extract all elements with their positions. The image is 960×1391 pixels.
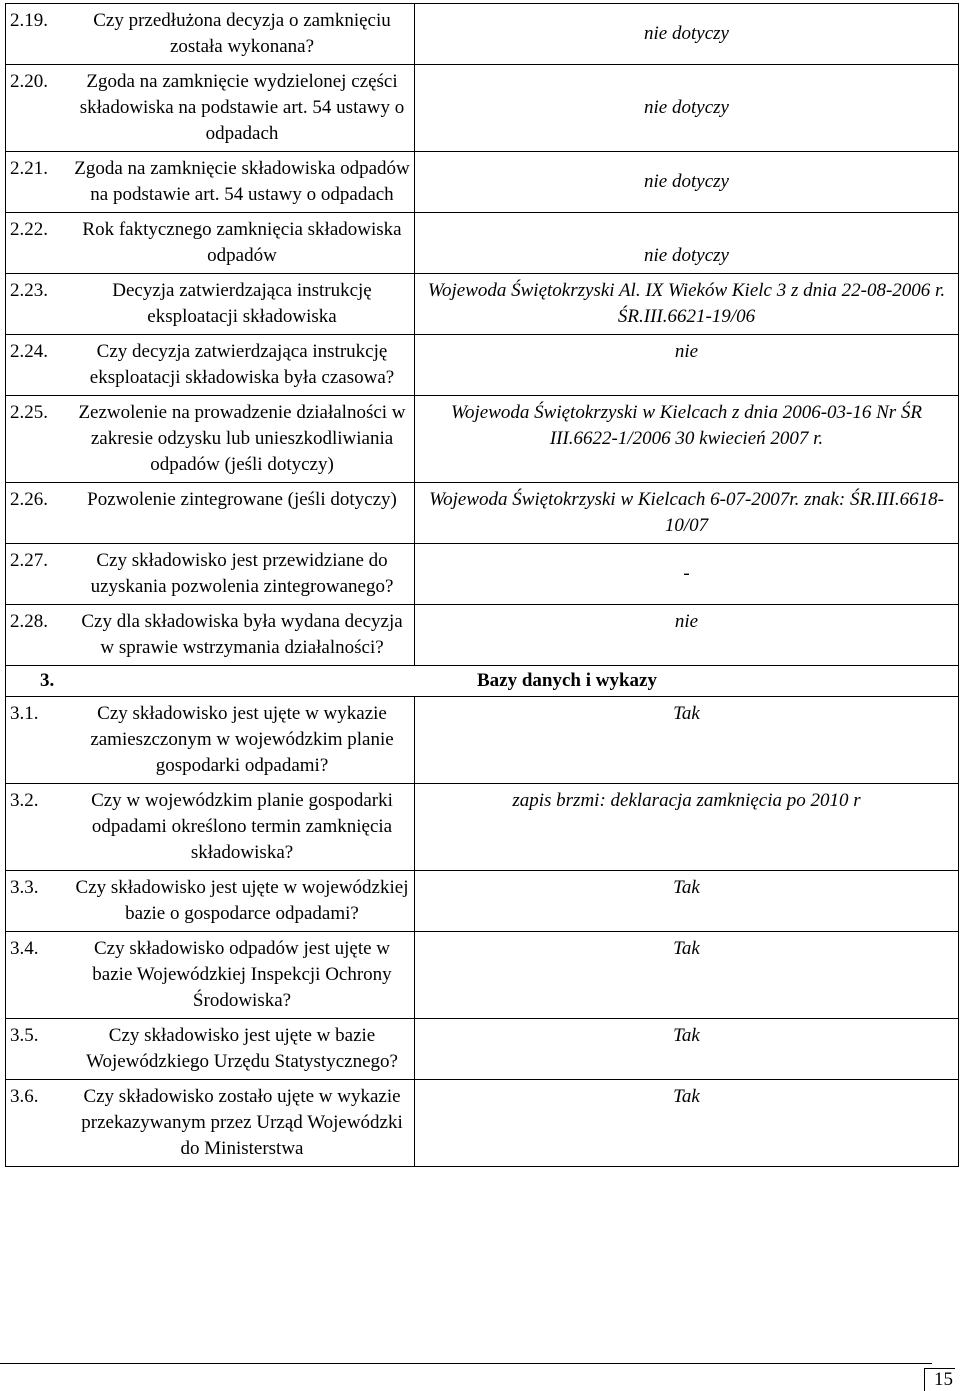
row-question: Pozwolenie zintegrowane (jeśli dotyczy) xyxy=(87,489,397,510)
row-question: Czy składowisko jest przewidziane do uzyskania pozwolenia zintegrowanego? xyxy=(90,550,394,597)
table-row xyxy=(6,152,959,213)
table-row xyxy=(6,932,959,1019)
row-answer: Tak xyxy=(415,1019,959,1080)
row-question: Decyzja zatwierdzająca instrukcję eksploatacji składowiska xyxy=(112,280,372,327)
row-question: Czy składowisko jest ujęte w wykazie zamieszczonym w wojewódzkim planie gospodarki odpadami? xyxy=(90,703,394,776)
row-number: 2.27. xyxy=(10,550,48,571)
row-answer: Wojewoda Świętokrzyski w Kielcach z dnia 2006-03-16 Nr ŚR III.6622-1/2006 30 kwiecień 2007 r. xyxy=(415,396,959,483)
row-question: Czy składowisko jest ujęte w bazie Wojewódzkiego Urzędu Statystycznego? xyxy=(86,1025,398,1072)
section-title: Bazy danych i wykazy xyxy=(477,670,657,691)
table-row xyxy=(6,396,959,483)
table-row xyxy=(6,697,959,784)
row-answer: Tak xyxy=(415,697,959,784)
row-answer: Tak xyxy=(415,932,959,1019)
inspection-table xyxy=(5,3,959,1167)
row-number: 2.25. xyxy=(10,402,48,423)
row-number: 2.23. xyxy=(10,280,48,301)
row-number: 3.3. xyxy=(10,877,39,898)
row-answer: Tak xyxy=(415,871,959,932)
section-header-row xyxy=(6,666,959,697)
row-number: 2.24. xyxy=(10,341,48,362)
row-question: Czy w wojewódzkim planie gospodarki odpadami określono termin zamknięcia składowiska? xyxy=(91,790,393,863)
row-question: Zezwolenie na prowadzenie działalności w zakresie odzysku lub unieszkodliwiania odpadów (jeśli dotyczy) xyxy=(78,402,406,475)
table-row xyxy=(6,483,959,544)
row-question: Czy składowisko jest ujęte w wojewódzkiej bazie o gospodarce odpadami? xyxy=(75,877,409,924)
row-number: 3.2. xyxy=(10,790,39,811)
row-answer: nie dotyczy xyxy=(415,65,959,152)
row-number: 2.26. xyxy=(10,489,48,510)
row-question: Czy decyzja zatwierdzająca instrukcję eksploatacji składowiska była czasowa? xyxy=(89,341,395,388)
table-row xyxy=(6,784,959,871)
row-number: 2.19. xyxy=(10,10,48,31)
table-row xyxy=(6,213,959,274)
table-row xyxy=(6,1080,959,1167)
row-question: Czy przedłużona decyzja o zamknięciu została wykonana? xyxy=(93,10,391,57)
row-question: Zgoda na zamknięcie wydzielonej części składowiska na podstawie art. 54 ustawy o odpadach xyxy=(79,71,405,144)
table-row xyxy=(6,4,959,65)
table-row xyxy=(6,274,959,335)
table-row xyxy=(6,335,959,396)
row-question: Rok faktycznego zamknięcia składowiska odpadów xyxy=(82,219,402,266)
row-answer: zapis brzmi: deklaracja zamknięcia po 2010 r xyxy=(415,784,959,871)
row-answer: Wojewoda Świętokrzyski w Kielcach 6-07-2007r. znak: ŚR.III.6618-10/07 xyxy=(415,483,959,544)
page-number: 15 xyxy=(924,1368,955,1391)
row-number: 2.22. xyxy=(10,219,48,240)
row-answer: - xyxy=(415,544,959,605)
row-number: 3.6. xyxy=(10,1086,39,1107)
row-number: 3.4. xyxy=(10,938,39,959)
row-answer: nie xyxy=(415,605,959,666)
row-number: 2.21. xyxy=(10,158,48,179)
row-number: 2.28. xyxy=(10,611,48,632)
row-answer: nie dotyczy xyxy=(415,4,959,65)
row-question: Czy składowisko zostało ujęte w wykazie przekazywanym przez Urząd Wojewódzki do Ministerstwa xyxy=(81,1086,403,1159)
row-question: Czy dla składowiska była wydana decyzja w sprawie wstrzymania działalności? xyxy=(81,611,403,658)
table-row xyxy=(6,544,959,605)
row-answer: nie xyxy=(415,335,959,396)
row-question: Czy składowisko odpadów jest ujęte w bazie Wojewódzkiej Inspekcji Ochrony Środowiska? xyxy=(92,938,392,1011)
table-row xyxy=(6,1019,959,1080)
row-answer: nie dotyczy xyxy=(415,152,959,213)
row-question: Zgoda na zamknięcie składowiska odpadów na podstawie art. 54 ustawy o odpadach xyxy=(74,158,410,205)
section-number: 3. xyxy=(40,670,55,691)
table-row xyxy=(6,65,959,152)
table-row xyxy=(6,605,959,666)
row-answer: Wojewoda Świętokrzyski Al. IX Wieków Kielc 3 z dnia 22-08-2006 r. ŚR.III.6621-19/06 xyxy=(415,274,959,335)
row-answer: nie dotyczy xyxy=(415,213,959,274)
row-number: 2.20. xyxy=(10,71,48,92)
row-number: 3.1. xyxy=(10,703,39,724)
footer-rule xyxy=(0,1363,932,1364)
row-number: 3.5. xyxy=(10,1025,39,1046)
table-row xyxy=(6,871,959,932)
row-answer: Tak xyxy=(415,1080,959,1167)
